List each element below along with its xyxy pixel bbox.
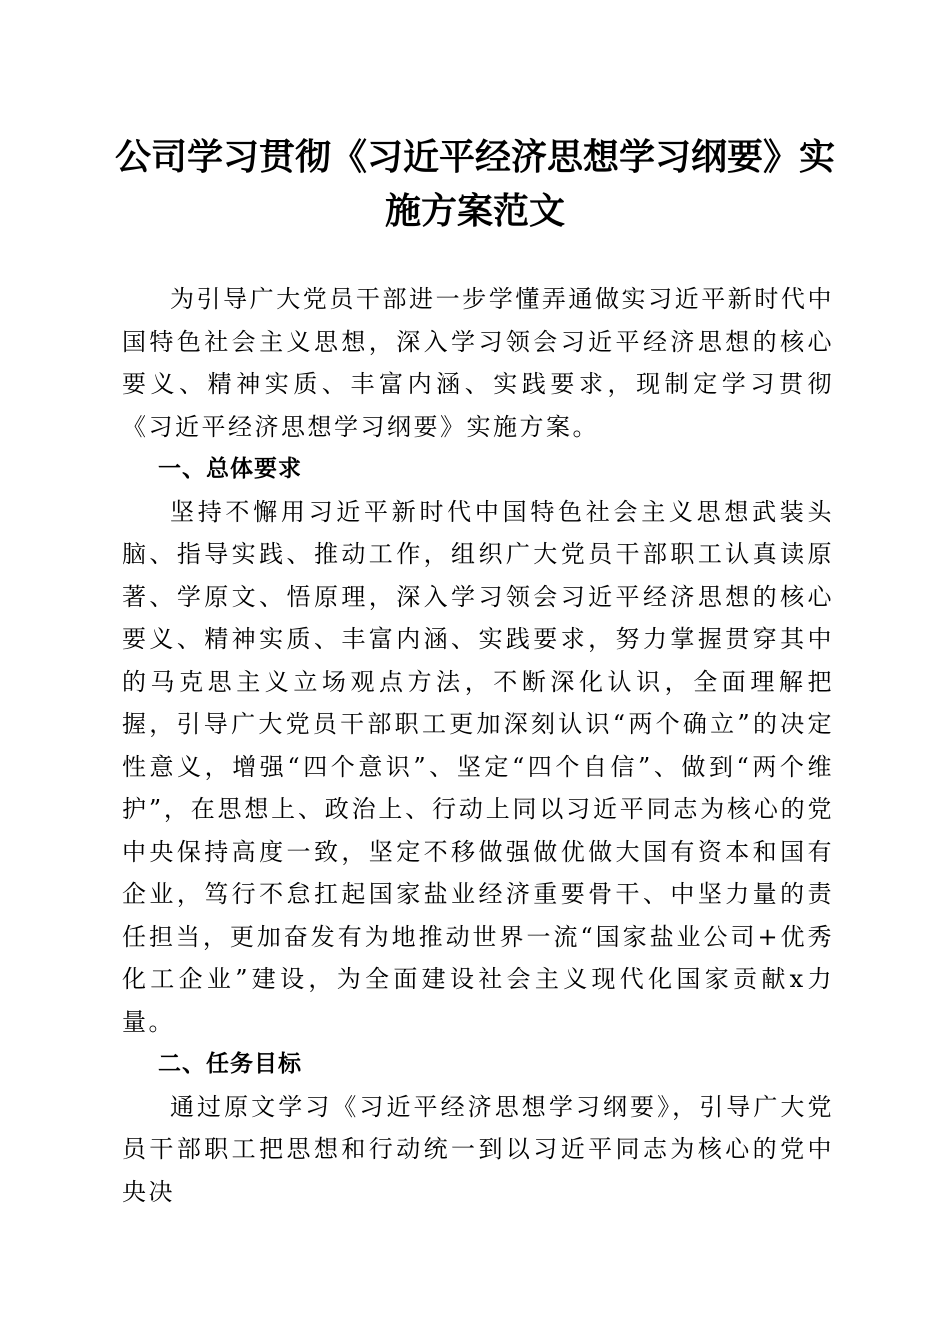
document-title (110, 130, 840, 238)
title-line-2: 施方案范文 (384, 190, 565, 232)
title-line-1: 公司学习贯彻《习近平经济思想学习纲要》实 (114, 136, 835, 178)
section-paragraph-general-requirements: 坚持不懈用习近平新时代中国特色社会主义思想武装头脑、指导实践、推动工作，组织广大党员干部职工认真读原著、学原文、悟原理，深入学习领会习近平经济思想的核心要义、精神实质、丰富内涵、实践要求，努力掌握贯穿其中的马克思主义立场观点方法，不断深化认识，全面理解把握，引导广大党员干部职工更加深刻认识“两个确立”的决定性意义，增强“四个意识”、坚定“四个自信”、做到“两个维护”，在思想上、政治上、行动上同以习近平同志为核心的党中央保持高度一致，坚定不移做强做优做大国有资本和国有企业，笃行不怠扛起国家盐业经济重要骨干、中坚力量的责任担当，更加奋发有为地推动世界一流“国家盐业公司+优秀化工企业”建设，为全面建设社会主义现代化国家贡献x力量。 (122, 497, 834, 1036)
section-heading-task-goals: 二、任务目标 (158, 1051, 302, 1077)
intro-paragraph: 为引导广大党员干部进一步学懂弄通做实习近平新时代中国特色社会主义思想，深入学习领会习近平经济思想的核心要义、精神实质、丰富内涵、实践要求，现制定学习贯彻《习近平经济思想学习纲要》实施方案。 (122, 285, 834, 441)
document-body (122, 278, 834, 1213)
section-heading-general-requirements: 一、总体要求 (158, 456, 302, 482)
section-paragraph-task-goals: 通过原文学习《习近平经济思想学习纲要》，引导广大党员干部职工把思想和行动统一到以习近平同志为核心的党中央决 (122, 1092, 834, 1206)
